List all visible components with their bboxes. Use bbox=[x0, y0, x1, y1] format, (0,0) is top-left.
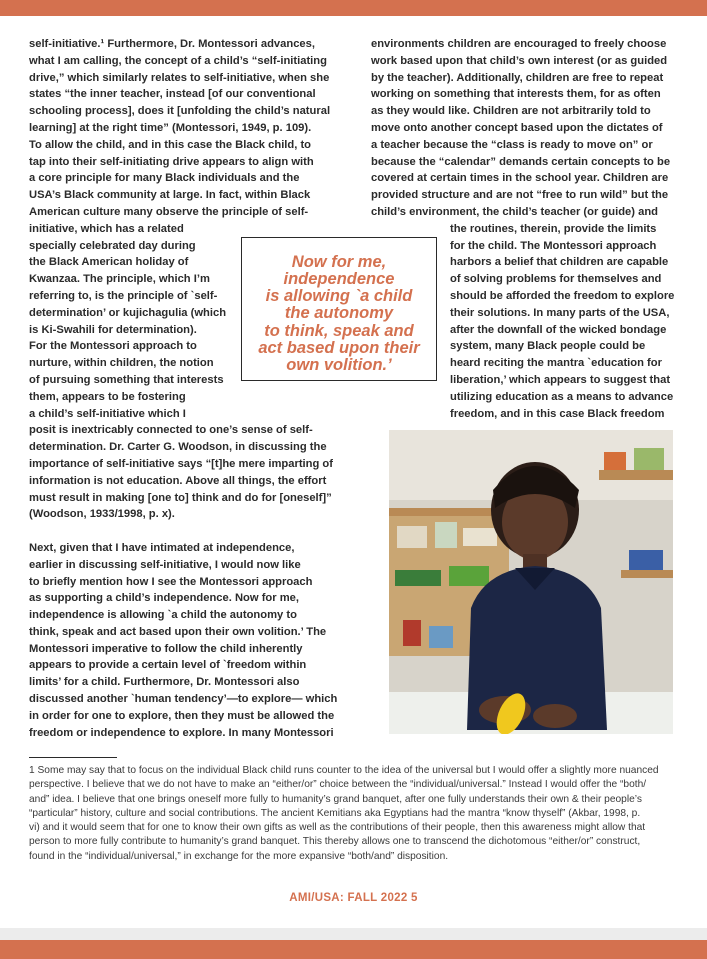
photo-illustration bbox=[389, 430, 673, 734]
footnote-line: perspective. I believe that we do not have to make an “either/or” choice between the “individual/universal.” Instead I would offer the “both/ bbox=[29, 779, 647, 791]
text-line: system, many Black people could be bbox=[450, 340, 646, 353]
text-line: freedom or independence to explore. In many Montessori bbox=[29, 726, 334, 739]
text-line: working on something that interests them, for as often bbox=[371, 88, 661, 101]
text-line: the routines, therein, provide the limits bbox=[450, 222, 657, 235]
text-line: freedom, and in this case Black freedom bbox=[450, 407, 665, 420]
pull-quote-line: independence bbox=[283, 269, 395, 288]
text-line: environments children are encouraged to freely choose bbox=[371, 38, 667, 50]
text-line: what I am calling, the concept of a child’s “self-initiating bbox=[29, 54, 327, 67]
footnote-line: “particular” history, culture and social contributions. The ancient Kemitians aka Egyptians had the mantra “know thyself” (Akbar, 1998, p. bbox=[29, 807, 641, 819]
text-line: American culture many observe the principle of self- bbox=[29, 205, 309, 218]
text-line: child’s environment, the child’s teacher (or guide) and bbox=[371, 205, 658, 218]
text-line: determination’ or kujichagulia (which bbox=[29, 306, 227, 319]
pull-quote bbox=[241, 237, 437, 381]
footnote-line: found in the “individual/universal,” in exchange for the more expansive “both/and” disposition. bbox=[29, 850, 449, 862]
pull-quote-line: to think, speak and bbox=[264, 321, 414, 340]
footnote-line: vi) and it would seem that for one to know their own gifts as well as the contributions of their people, then this awareness might allow that bbox=[29, 822, 646, 834]
text-line: a child’s self-initiative which I bbox=[29, 407, 186, 420]
text-line: a teacher because the “class is ready to move on” or bbox=[371, 138, 653, 151]
text-line: to briefly mention how I see the Montessori approach bbox=[29, 575, 313, 588]
text-line: as supporting a child’s independence. Now for me, bbox=[29, 592, 299, 605]
text-line: appears to provide a certain level of `freedom within bbox=[29, 659, 307, 672]
text-line: information is not education. Above all things, the effort bbox=[29, 474, 327, 487]
text-line: drive,” which similarly relates to self-initiative, when she bbox=[29, 71, 330, 84]
pull-quote-line: is allowing `a child bbox=[265, 287, 413, 306]
pull-quote-line: act based upon their bbox=[258, 338, 420, 357]
text-line: (Woodson, 1933/1998, p. x). bbox=[29, 508, 175, 521]
text-line: the Black American holiday of bbox=[29, 256, 189, 269]
text-line: determination. Dr. Carter G. Woodson, in discussing the bbox=[29, 441, 327, 454]
text-line: of pursuing something that interests bbox=[29, 373, 224, 386]
text-line: work based upon that child’s own interest (or as guided bbox=[371, 54, 668, 67]
text-line: USA’s Black community at large. In fact, within Black bbox=[29, 189, 311, 202]
text-line: For the Montessori approach to bbox=[29, 340, 197, 353]
text-line: nurture, within children, the notion bbox=[29, 357, 214, 370]
footnote-divider bbox=[29, 757, 117, 758]
text-line: must result in making [one to] think and do for [oneself]” bbox=[29, 491, 332, 504]
right-column-top bbox=[371, 36, 670, 221]
text-line: of solving problems for themselves and bbox=[450, 273, 662, 286]
pull-quote-line: Now for me, bbox=[291, 252, 387, 271]
text-line: because the “calendar” demands certain concepts to be bbox=[371, 155, 671, 168]
text-line: utilizing education as a means to advance bbox=[450, 390, 674, 403]
text-line: by the teacher). Additionally, children are free to repeat bbox=[371, 71, 664, 84]
text-line: self-initiative.¹ Furthermore, Dr. Montessori advances, bbox=[29, 38, 315, 50]
page-footer: AMI/USA: FALL 2022 5 bbox=[289, 892, 418, 904]
text-line: after the downfall of the wicked bondage bbox=[450, 323, 667, 336]
text-line: liberation,’ which appears to suggest that bbox=[450, 373, 671, 386]
text-line: their solutions. In many parts of the USA, bbox=[450, 306, 670, 319]
text-line: learning] at the right time” (Montessori, 1949, p. 109). bbox=[29, 121, 312, 134]
text-line: is Ki-Swahili for determination). bbox=[29, 323, 197, 336]
classroom-photo bbox=[389, 430, 673, 734]
text-line: should be afforded the freedom to explore bbox=[450, 289, 675, 302]
text-line: heard reciting the mantra `education for bbox=[450, 357, 662, 370]
text-line: independence is allowing `a child the autonomy to bbox=[29, 609, 297, 622]
text-line: limits’ for a child. Furthermore, Dr. Montessori also bbox=[29, 676, 300, 689]
text-line: covered at certain times in the school year. Children are bbox=[371, 172, 669, 185]
text-line: think, speak and act based upon their own volition.’ The bbox=[29, 625, 327, 638]
text-line: states “the inner teacher, instead [of our conventional bbox=[29, 88, 316, 101]
text-line: in order for one to explore, then they must be allowed the bbox=[29, 709, 335, 722]
text-line: Next, given that I have intimated at independence, bbox=[29, 541, 295, 554]
text-line: specially celebrated day during bbox=[29, 239, 196, 252]
text-line: discussed another `human tendency’—to explore— which bbox=[29, 693, 338, 706]
bottom-accent-bar bbox=[0, 940, 707, 959]
text-line: initiative, which has a related bbox=[29, 222, 184, 235]
text-line: move onto another concept based upon the dictates of bbox=[371, 121, 663, 134]
footnote bbox=[29, 764, 659, 864]
top-accent-bar bbox=[0, 0, 707, 16]
text-line: importance of self-initiative says “[t]he mere imparting of bbox=[29, 457, 333, 470]
text-line: as they would like. Children are not arbitrarily told to bbox=[371, 105, 651, 118]
left-column bbox=[29, 36, 337, 741]
text-line: harbors a belief that children are capable bbox=[450, 256, 669, 269]
text-line: Kwanzaa. The principle, which I’m bbox=[29, 273, 210, 286]
text-line: earlier in discussing self-initiative, I would now like bbox=[29, 558, 301, 571]
text-line: tap into their self-initiating drive appears to align with bbox=[29, 155, 314, 168]
footnote-line: person to more fully contribute to humanity’s grand banquet. This thereby allows one to transcend the dichotomous “either/or” construct, bbox=[29, 836, 641, 848]
text-line: a core principle for many Black individuals and the bbox=[29, 172, 300, 185]
right-column-bottom bbox=[450, 221, 674, 423]
text-line: provided structure and are not “free to run wild” but the bbox=[371, 189, 669, 202]
text-line: referring to, is the principle of `self- bbox=[29, 289, 218, 302]
footnote-line: 1 Some may say that to focus on the individual Black child runs counter to the idea of the universal but I would offer a slightly more nuanced bbox=[29, 765, 659, 776]
pull-quote-line: own volition.’ bbox=[286, 356, 392, 374]
text-line: schooling process], does it [unfolding the child’s natural bbox=[29, 105, 331, 118]
text-line: them, appears to be fostering bbox=[29, 390, 186, 403]
text-line: To allow the child, and in this case the Black child, to bbox=[29, 138, 312, 151]
pull-quote-line: the autonomy bbox=[284, 304, 394, 323]
footnote-line: and” idea. I believe that one brings oneself more fully to humanity’s grand banquet, after one fully understands their own & their people’s bbox=[29, 793, 642, 805]
text-line: Montessori imperative to follow the child inherently bbox=[29, 642, 303, 655]
text-line: posit is inextricably connected to one’s sense of self- bbox=[29, 424, 313, 437]
text-line: for the child. The Montessori approach bbox=[450, 239, 657, 252]
